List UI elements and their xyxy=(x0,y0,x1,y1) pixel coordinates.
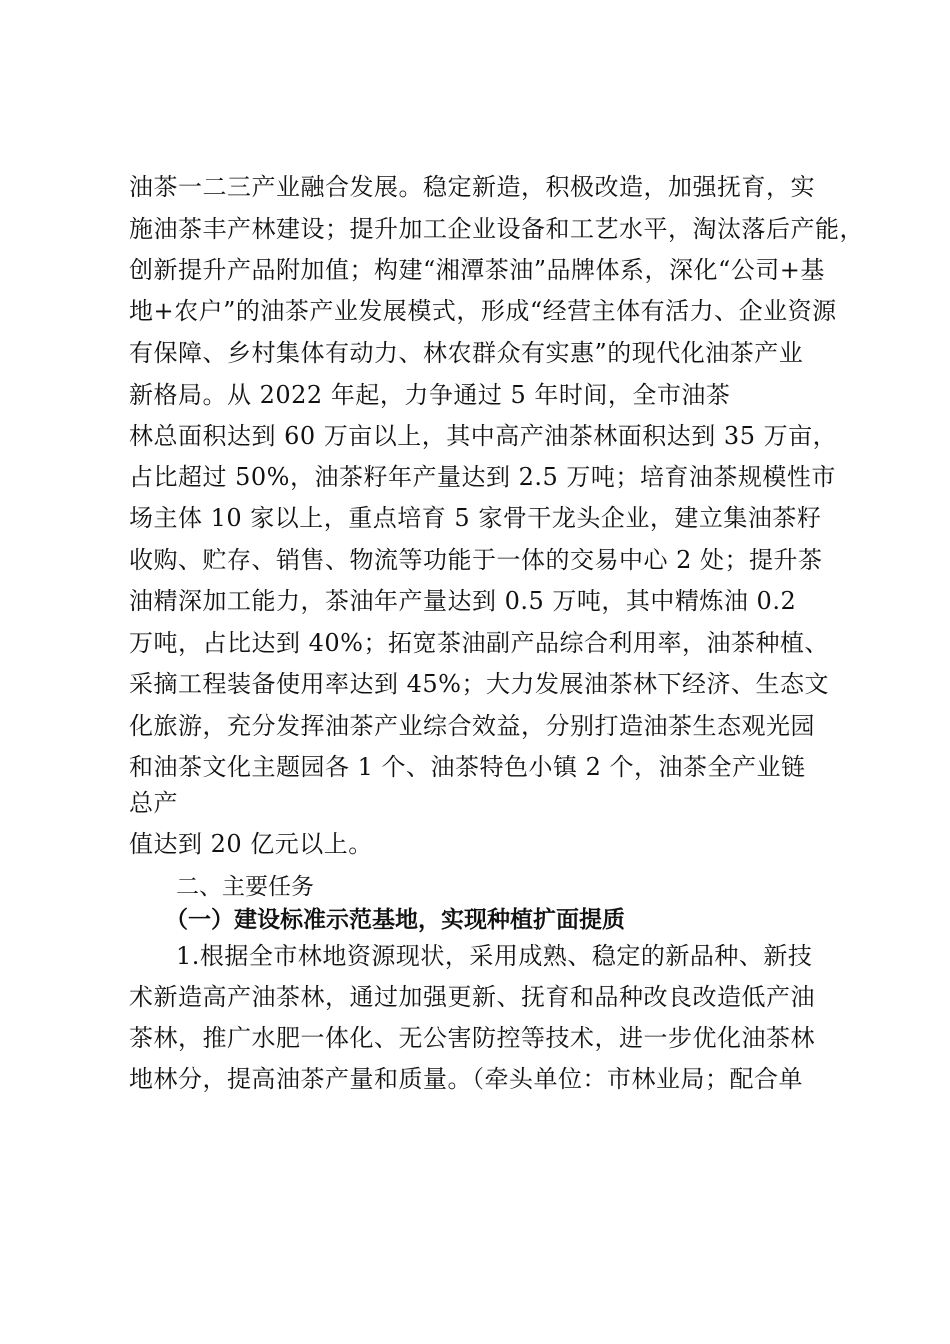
paragraph-line: 林总面积达到 60 万亩以上，其中高产油茶林面积达到 35 万亩， xyxy=(129,422,838,450)
paragraph-line: 值达到 20 亿元以上。 xyxy=(129,830,373,858)
paragraph-line: 新格局。从 2022 年起，力争通过 5 年时间，全市油茶 xyxy=(129,381,731,409)
paragraph-line: 茶林，推广水肥一体化、无公害防控等技术，进一步优化油茶林 xyxy=(129,1024,815,1052)
paragraph-line: 场主体 10 家以上，重点培育 5 家骨干龙头企业，建立集油茶籽 xyxy=(129,504,822,532)
paragraph-line: 采摘工程装备使用率达到 45%；大力发展油茶林下经济、生态文 xyxy=(129,670,829,698)
paragraph-line: 占比超过 50%，油茶籽年产量达到 2.5 万吨；培育油茶规模性市 xyxy=(129,463,836,491)
paragraph-line: 1.根据全市林地资源现状，采用成熟、稳定的新品种、新技 xyxy=(176,942,813,970)
paragraph-line: 收购、贮存、销售、物流等功能于一体的交易中心 2 处；提升茶 xyxy=(129,546,823,574)
paragraph-line: 油精深加工能力，茶油年产量达到 0.5 万吨，其中精炼油 0.2 xyxy=(129,587,797,615)
paragraph-line: 化旅游，充分发挥油茶产业综合效益，分别打造油茶生态观光园 xyxy=(129,712,815,740)
paragraph-line: 施油茶丰产林建设；提升加工企业设备和工艺水平，淘汰落后产能， xyxy=(129,215,864,243)
paragraph-line: 地+农户”的油茶产业发展模式，形成“经营主体有活力、企业资源 xyxy=(129,297,837,325)
paragraph-line: 创新提升产品附加值；构建“湘潭茶油”品牌体系，深化“公司+基 xyxy=(129,256,825,284)
paragraph-line: 万吨，占比达到 40%；拓宽茶油副产品综合利用率，油茶种植、 xyxy=(129,629,829,657)
paragraph-line: 有保障、乡村集体有动力、林农群众有实惠”的现代化油茶产业 xyxy=(129,339,804,367)
paragraph-line: 术新造高产油茶林，通过加强更新、抚育和品种改良改造低产油 xyxy=(129,983,815,1011)
paragraph-line: 油茶一二三产业融合发展。稳定新造，积极改造，加强抚育，实 xyxy=(129,173,815,201)
section-heading: 二、主要任务 xyxy=(176,874,314,900)
subsection-heading: （一）建设标准示范基地，实现种植扩面提质 xyxy=(165,907,625,933)
paragraph-line: 和油茶文化主题园各 1 个、油茶特色小镇 2 个，油茶全产业链 xyxy=(129,753,806,781)
paragraph-line: 总产 xyxy=(129,789,178,817)
paragraph-line: 地林分，提高油茶产量和质量。（牵头单位：市林业局；配合单 xyxy=(129,1065,803,1093)
